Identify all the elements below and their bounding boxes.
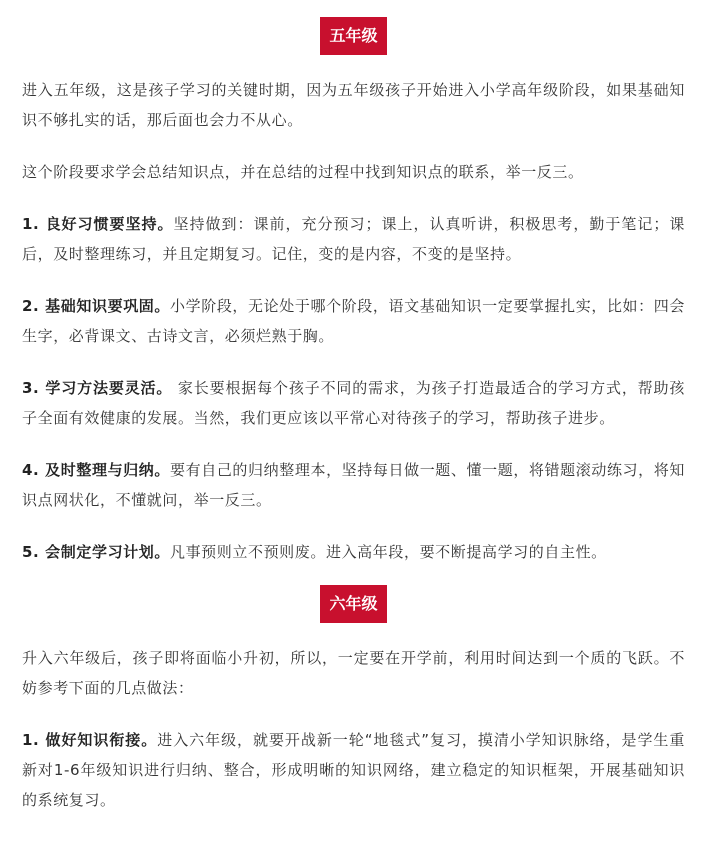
item-text: 要有自己的归纳整理本，坚持每日做一题、懂一题，将错题滚动练习，将知识点网状化，不懂就问，举一反三。 [22, 461, 685, 509]
item-title: 会制定学习计划。 [45, 543, 170, 561]
item-title: 做好知识衔接。 [45, 731, 158, 749]
item-title: 及时整理与归纳。 [45, 461, 171, 479]
grade5-item-3 [22, 373, 685, 433]
item-number: 5. [22, 543, 46, 561]
grade6-item-1 [22, 725, 685, 815]
item-title: 学习方法要灵活。 [45, 379, 173, 397]
item-title: 基础知识要巩固。 [45, 297, 171, 315]
grade5-item-1 [22, 209, 685, 269]
grade6-intro: 升入六年级后，孩子即将面临小升初，所以，一定要在开学前，利用时间达到一个质的飞跃。不妨参考下面的几点做法： [22, 649, 685, 697]
item-text: 进入六年级，就要开战新一轮“地毯式”复习，摸清小学知识脉络，是学生重新对1-6年级知识进行归纳、整合，形成明晰的知识网络，建立稳定的知识框架，开展基础知识的系统复习。 [22, 731, 685, 809]
item-text: 小学阶段，无论处于哪个阶段，语文基础知识一定要掌握扎实，比如：四会生字，必背课文、古诗文言，必须烂熟于胸。 [22, 297, 685, 345]
item-number: 1. [22, 731, 46, 749]
grade5-header [22, 0, 685, 55]
grade5-badge: 五年级 [320, 17, 386, 55]
grade5-item-5 [22, 537, 685, 567]
grade5-intro: 进入五年级，这是孩子学习的关键时期，因为五年级孩子开始进入小学高年级阶段，如果基础知识不够扎实的话，那后面也会力不从心。 [22, 81, 685, 129]
item-number: 4. [22, 461, 46, 479]
grade5-item-4 [22, 455, 685, 515]
grade5-item-2 [22, 291, 685, 351]
grade6-header [22, 585, 685, 623]
grade6-badge: 六年级 [320, 585, 386, 623]
item-text: 家长要根据每个孩子不同的需求，为孩子打造最适合的学习方式，帮助孩子全面有效健康的发展。当然，我们更应该以平常心对待孩子的学习，帮助孩子进步。 [22, 379, 685, 427]
item-number: 2. [22, 297, 46, 315]
item-title: 良好习惯要坚持。 [45, 215, 174, 233]
item-number: 1. [22, 215, 46, 233]
grade5-summary: 这个阶段要求学会总结知识点，并在总结的过程中找到知识点的联系，举一反三。 [22, 163, 584, 181]
item-text: 凡事预则立不预则废。进入高年段，要不断提高学习的自主性。 [169, 543, 607, 561]
item-number: 3. [22, 379, 46, 397]
item-text: 坚持做到：课前，充分预习；课上，认真听讲，积极思考，勤于笔记；课后，及时整理练习，并且定期复习。记住，变的是内容，不变的是坚持。 [22, 215, 685, 263]
